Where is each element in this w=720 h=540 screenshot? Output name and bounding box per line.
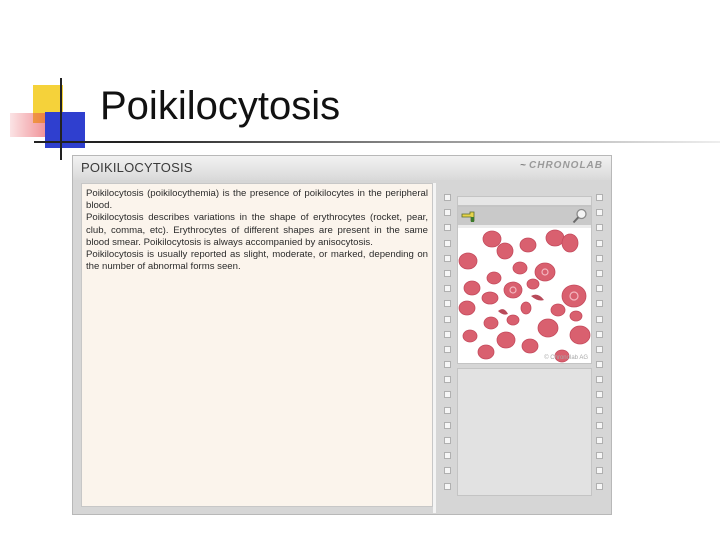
film-hole xyxy=(596,422,603,429)
panel-divider xyxy=(433,183,436,513)
film-hole xyxy=(444,255,451,262)
app-header xyxy=(73,156,611,180)
film-hole xyxy=(444,376,451,383)
film-hole xyxy=(596,376,603,383)
film-hole xyxy=(596,467,603,474)
film-hole xyxy=(596,300,603,307)
film-hole xyxy=(596,255,603,262)
hand-back-icon[interactable] xyxy=(461,209,477,223)
film-hole xyxy=(444,407,451,414)
description-paragraph: Poikilocytosis is usually reported as slight, moderate, or marked, depending on the number of abnormal forms seen. xyxy=(86,249,428,273)
app-window xyxy=(72,155,612,515)
film-hole xyxy=(596,316,603,323)
film-hole xyxy=(596,391,603,398)
slide-title: Poikilocytosis xyxy=(100,84,341,128)
film-hole xyxy=(596,437,603,444)
film-hole xyxy=(444,483,451,490)
film-hole xyxy=(596,331,603,338)
description-paragraph: Poikilocytosis (poikilocythemia) is the presence of poikilocytes in the peripheral blood. xyxy=(86,188,428,212)
film-hole xyxy=(444,422,451,429)
film-hole xyxy=(596,240,603,247)
film-hole xyxy=(596,346,603,353)
film-hole xyxy=(444,361,451,368)
film-hole xyxy=(596,224,603,231)
film-hole xyxy=(596,270,603,277)
film-hole xyxy=(444,270,451,277)
film-hole xyxy=(444,316,451,323)
film-hole xyxy=(596,194,603,201)
micrograph-image xyxy=(458,228,591,363)
description-paragraph: Poikilocytosis describes variations in the shape of erythrocytes (rocket, pear, club, comma, etc). Erythrocytes of different shapes are present in the same blood smear. Poikilocytosis is always accompanied by anisocytosis. xyxy=(86,212,428,248)
film-hole xyxy=(444,391,451,398)
micrograph-frame xyxy=(457,206,592,364)
image-toolbar xyxy=(458,207,591,225)
title-deco-vertical-line xyxy=(60,78,62,160)
film-hole xyxy=(444,194,451,201)
film-hole xyxy=(444,240,451,247)
film-hole xyxy=(596,452,603,459)
film-hole xyxy=(596,407,603,414)
film-hole xyxy=(444,224,451,231)
film-hole xyxy=(596,361,603,368)
film-hole xyxy=(444,209,451,216)
film-hole xyxy=(444,346,451,353)
brand-swirl-icon: ~ xyxy=(520,160,527,171)
film-holes-left xyxy=(444,194,451,490)
film-frame-empty xyxy=(457,368,592,496)
film-hole xyxy=(444,285,451,292)
magnifier-zoom-icon[interactable] xyxy=(572,208,588,224)
film-hole xyxy=(444,331,451,338)
title-underline xyxy=(34,141,720,143)
film-hole xyxy=(596,209,603,216)
film-hole xyxy=(444,300,451,307)
brand-logo-text: CHRONOLAB xyxy=(529,160,603,171)
film-frame-top xyxy=(457,196,592,206)
film-hole xyxy=(444,437,451,444)
film-strip xyxy=(439,180,607,506)
film-hole xyxy=(596,285,603,292)
description-panel xyxy=(81,183,433,507)
film-hole xyxy=(444,452,451,459)
film-hole xyxy=(596,483,603,490)
film-hole xyxy=(444,467,451,474)
app-header-title: POIKILOCYTOSIS xyxy=(81,160,193,175)
film-holes-right xyxy=(596,194,603,490)
brand-logo xyxy=(520,160,603,171)
image-watermark: © Chronolab AG xyxy=(544,355,588,361)
